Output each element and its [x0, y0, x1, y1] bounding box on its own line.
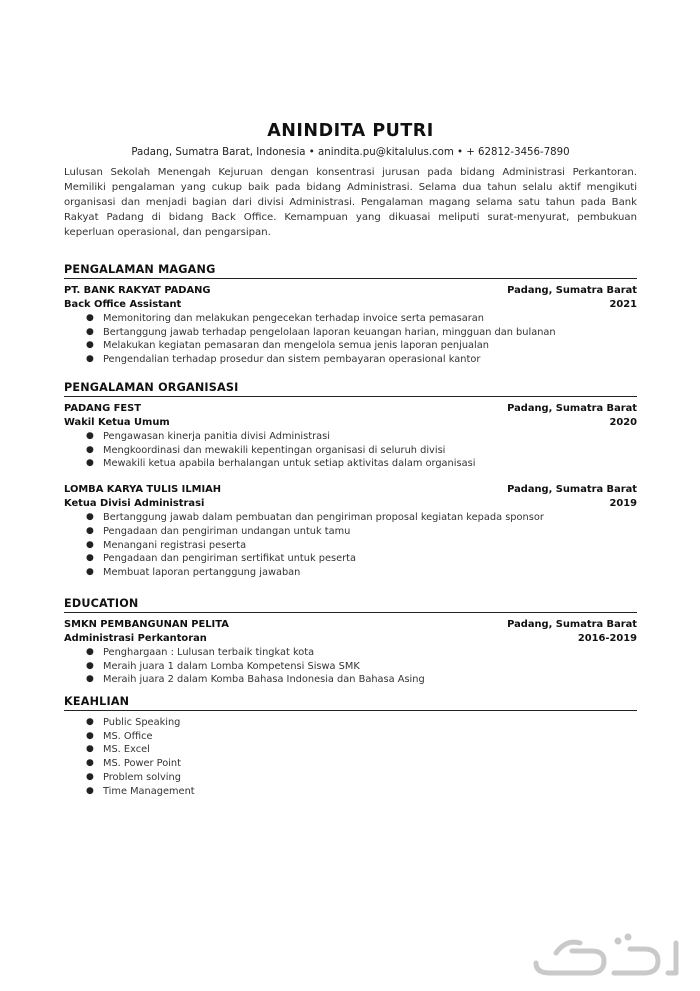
bullet-icon: ●: [86, 771, 94, 782]
list-item: ● Mewakili ketua apabila berhalangan untuk setiap aktivitas dalam organisasi: [86, 458, 476, 470]
role-year: 2020: [609, 417, 637, 428]
list-item: ● Memonitoring dan melakukan pengecekan terhadap invoice serta pemasaran: [86, 313, 484, 324]
role-row: [64, 298, 637, 312]
role-row: [64, 497, 637, 511]
list-item: ● MS. Excel: [86, 744, 150, 756]
role-year: 2021: [609, 299, 637, 310]
bullet-icon: ●: [86, 730, 94, 741]
bullet-icon: ●: [86, 431, 94, 441]
bullet-icon: ●: [86, 553, 94, 564]
section-education: [64, 597, 637, 687]
role-title: Wakil Ketua Umum: [64, 417, 170, 428]
role-title: Ketua Divisi Administrasi: [64, 498, 205, 510]
list-item: ● Public Speaking: [86, 717, 181, 728]
section-title: PENGALAMAN ORGANISASI: [64, 381, 637, 397]
achievement-list: [64, 646, 637, 687]
bullet-icon: ●: [86, 340, 94, 351]
bullet-icon: ●: [86, 512, 94, 523]
section-title: KEAHLIAN: [64, 695, 637, 711]
section-skills: [64, 695, 637, 798]
role-title: Back Office Assistant: [64, 299, 182, 310]
major-row: [64, 632, 637, 646]
bullet-icon: ●: [86, 539, 94, 550]
org-row: [64, 483, 637, 497]
study-years: 2016-2019: [577, 633, 637, 644]
role-year: 2019: [609, 498, 637, 510]
bullet-icon: ●: [86, 647, 94, 657]
org-name: PT. BANK RAKYAT PADANG: [64, 285, 211, 296]
section-organization: [64, 381, 637, 580]
list-item: ● Pengadaan dan pengiriman sertifikat untuk peserta: [86, 553, 356, 565]
list-item: ● Time Management: [86, 785, 195, 797]
bullet-icon: ●: [86, 354, 94, 365]
school-location: Padang, Sumatra Barat: [507, 619, 637, 630]
org-location: Padang, Sumatra Barat: [507, 484, 637, 496]
org-row: [64, 284, 637, 298]
bullet-icon: ●: [86, 458, 94, 469]
bullet-icon: ●: [86, 525, 94, 536]
school-name: SMKN PEMBANGUNAN PELITA: [64, 619, 229, 630]
summary-paragraph: Lulusan Sekolah Menengah Kejuruan dengan konsentrasi jurusan pada bidang Administrasi Perkantoran. Memiliki pengalaman yang cukup baik pada bidang Administrasi. Selama dua tahun selalu aktif mengikuti organisasi dan menjadi bagian dari divisi Administrasi. Pengalaman magang selama satu tahun pada Bank Rakyat Padang di bidang Back Office. Kemampuan yang dikuasai meliputi surat-menyurat, pembukuan keperluan operasional, dan pengarsipan.: [64, 167, 637, 238]
list-item: ● Melakukan kegiatan pemasaran dan mengelola semua jenis laporan penjualan: [86, 340, 489, 352]
list-item: ● Pengadaan dan pengiriman undangan untuk tamu: [86, 525, 351, 537]
duty-list: [64, 430, 637, 471]
org-location: Padang, Sumatra Barat: [507, 285, 637, 296]
list-item: ● Problem solving: [86, 771, 181, 783]
org-name: PADANG FEST: [64, 403, 141, 414]
org-location: Padang, Sumatra Barat: [507, 403, 637, 414]
bullet-icon: ●: [86, 717, 94, 727]
org-name: LOMBA KARYA TULIS ILMIAH: [64, 484, 222, 496]
haraj-logo-watermark-icon: [526, 929, 686, 981]
bullet-icon: ●: [86, 326, 94, 337]
list-item: ● Bertanggung jawab terhadap pengelolaan laporan keuangan harian, mingguan dan bulanan: [86, 326, 556, 338]
section-title: EDUCATION: [64, 597, 637, 613]
section-internship: [64, 263, 637, 367]
bullet-icon: ●: [86, 313, 94, 323]
list-item: ● Penghargaan : Lulusan terbaik tingkat kota: [86, 647, 315, 658]
list-item: ● Membuat laporan pertanggung jawaban: [86, 566, 301, 578]
role-row: [64, 416, 637, 430]
list-item: ● Pengawasan kinerja panitia divisi Administrasi: [86, 431, 330, 442]
list-item: ● MS. Office: [86, 730, 153, 742]
resume-name: ANINDITA PUTRI: [267, 121, 434, 141]
bullet-icon: ●: [86, 660, 94, 671]
school-row: [64, 618, 637, 632]
list-item: ● MS. Power Point: [86, 758, 181, 770]
list-item: ● Bertanggung jawab dalam pembuatan dan pengiriman proposal kegiatan kepada sponsor: [86, 512, 544, 524]
skill-list: [64, 716, 637, 798]
bullet-icon: ●: [86, 744, 94, 755]
list-item: ● Meraih juara 1 dalam Lomba Kompetensi Siswa SMK: [86, 660, 360, 672]
contact-line: Padang, Sumatra Barat, Indonesia • anindita.pu@kitalulus.com • + 62812-3456-7890: [131, 147, 570, 158]
major-title: Administrasi Perkantoran: [64, 633, 207, 644]
duty-list: [64, 312, 637, 367]
list-item: ● Meraih juara 2 dalam Komba Bahasa Indonesia dan Bahasa Asing: [86, 674, 425, 686]
list-item: ● Menangani registrasi peserta: [86, 539, 247, 551]
section-title: PENGALAMAN MAGANG: [64, 263, 637, 279]
list-item: ● Mengkoordinasi dan mewakili kepentingan organisasi di seluruh divisi: [86, 444, 446, 456]
bullet-icon: ●: [86, 758, 94, 769]
bullet-icon: ●: [86, 785, 94, 796]
list-item: ● Pengendalian terhadap prosedur dan sistem pembayaran operasional kantor: [86, 354, 481, 366]
bullet-icon: ●: [86, 566, 94, 577]
duty-list: [64, 511, 637, 580]
bullet-icon: ●: [86, 674, 94, 685]
bullet-icon: ●: [86, 444, 94, 455]
org-row: [64, 402, 637, 416]
